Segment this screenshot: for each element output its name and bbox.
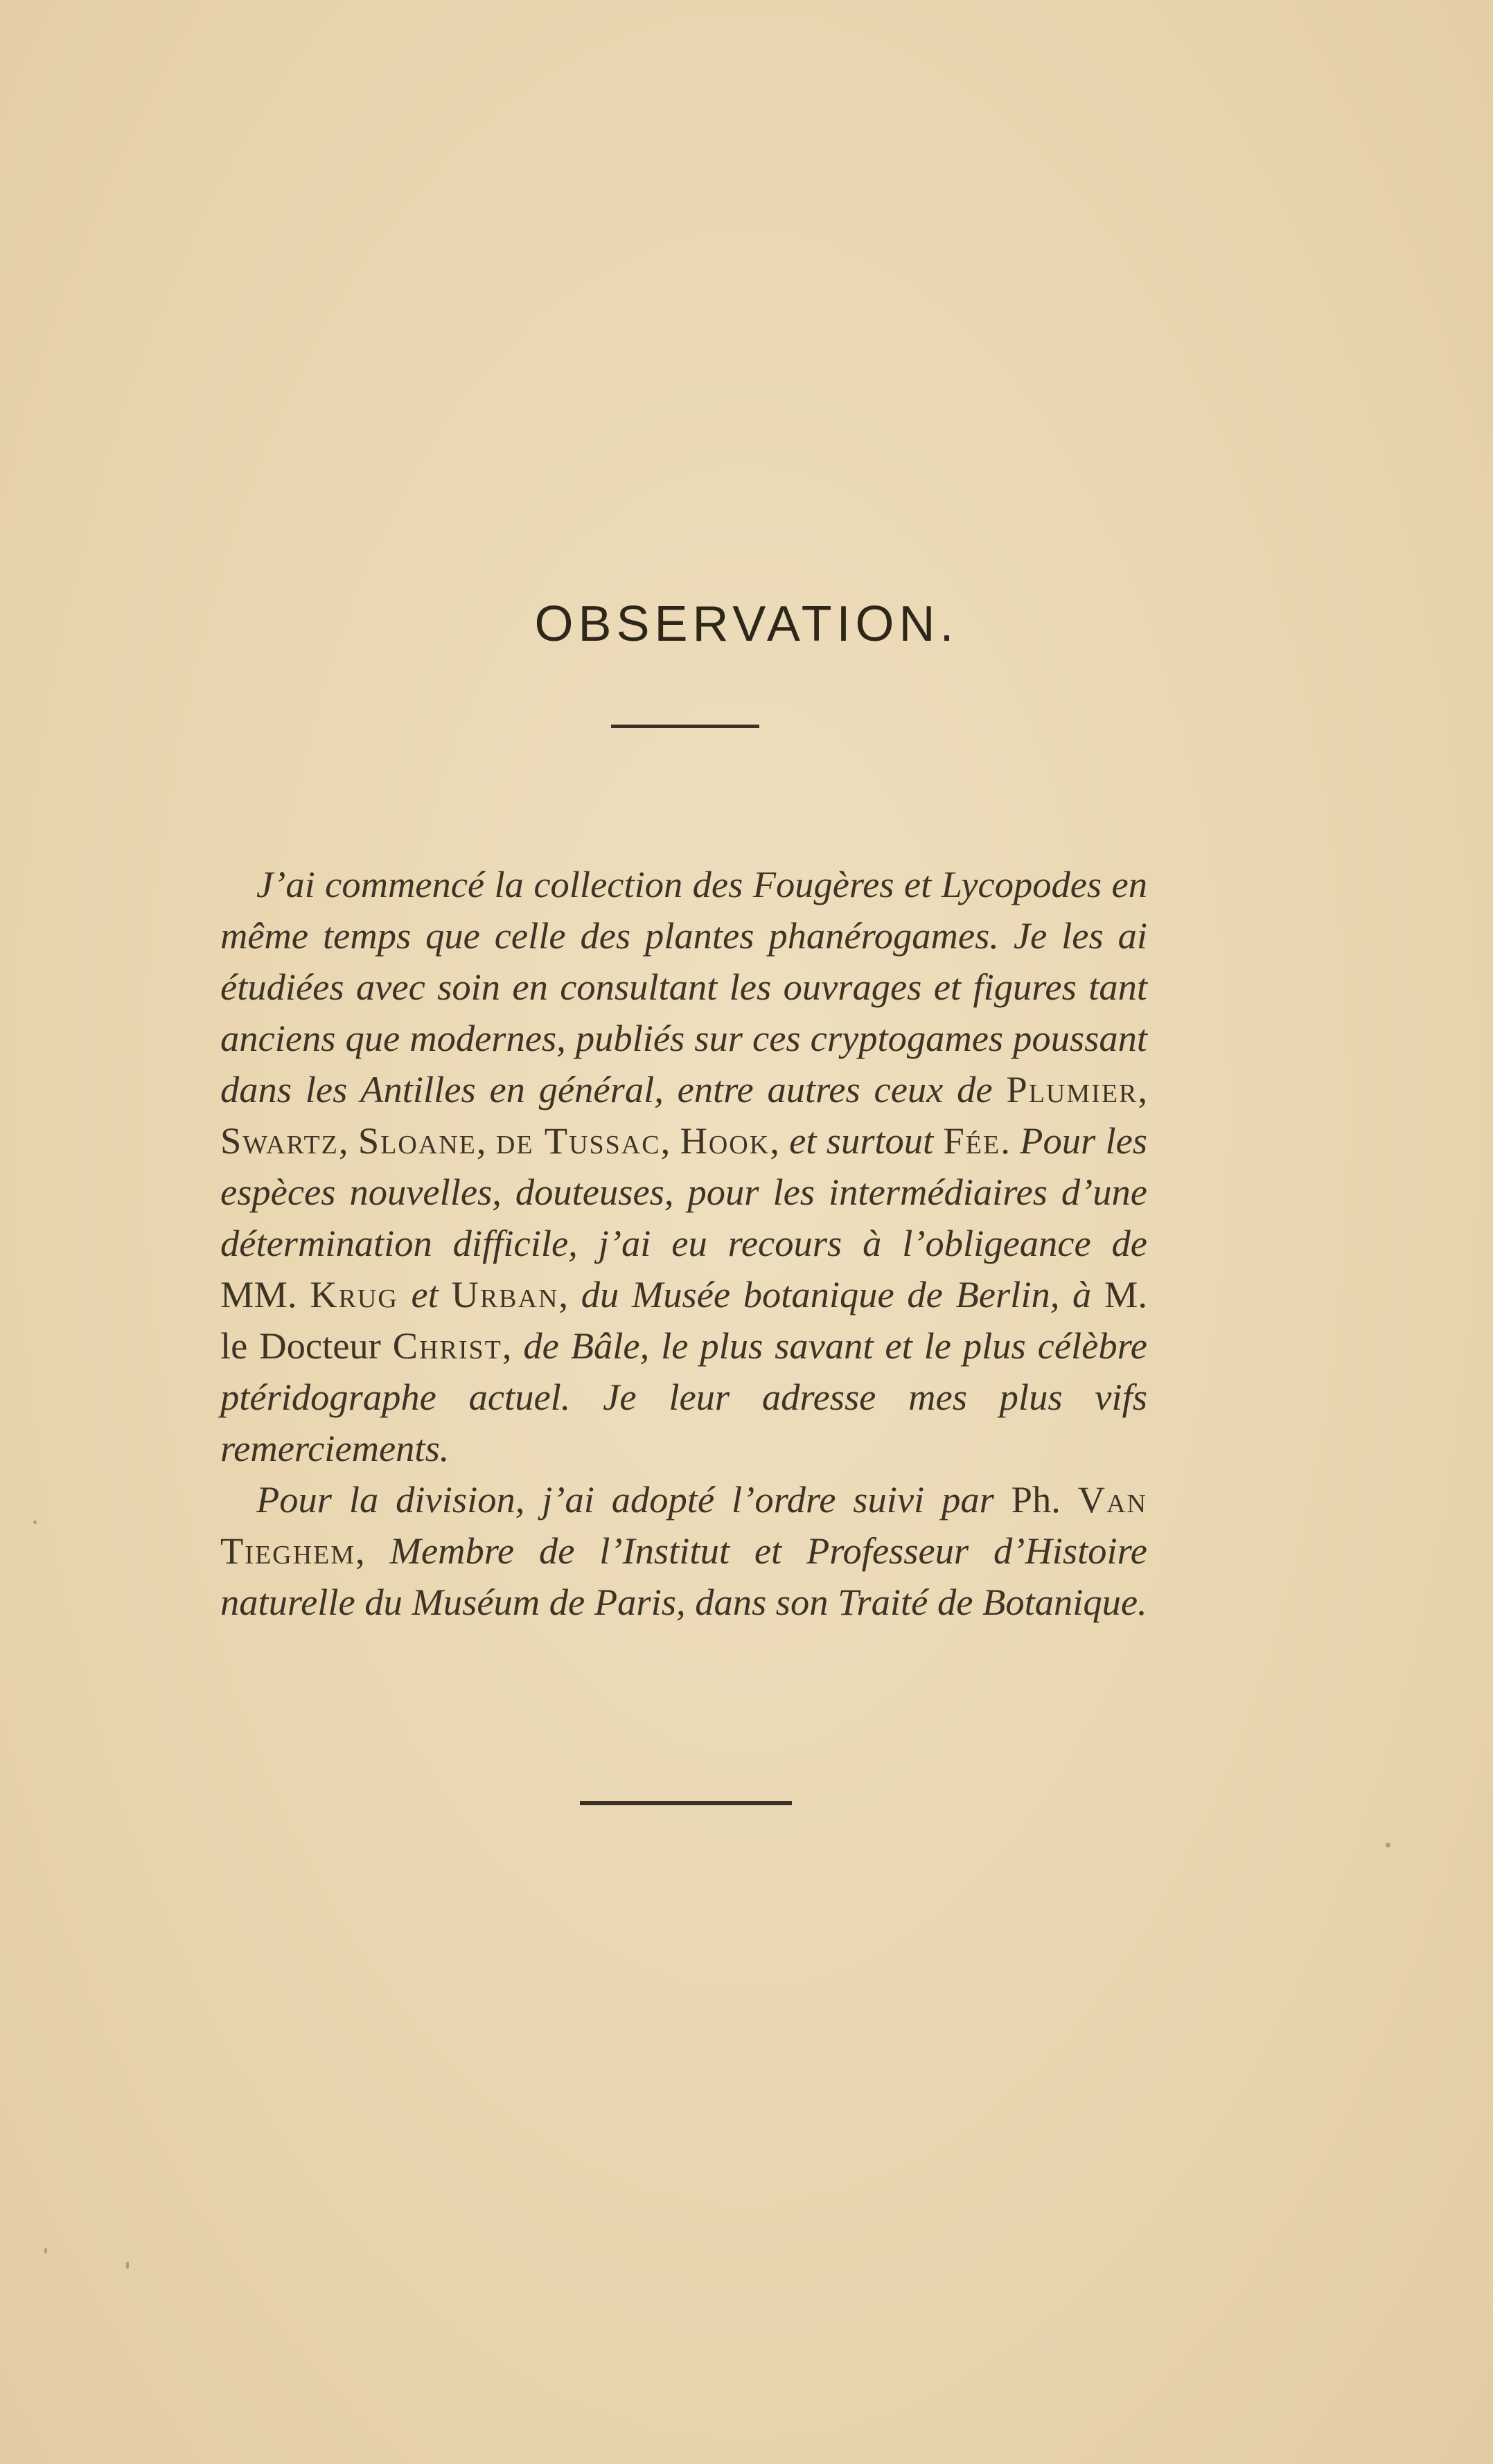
paragraph-collection: [220, 859, 1147, 1474]
author-name: Plumier: [1006, 1068, 1138, 1110]
text-segment: Pour la division, j’ai adopté l’ordre suivi par: [256, 1478, 1011, 1521]
paragraph-division: [220, 1474, 1147, 1628]
text-segment: Membre de l’Institut et Professeur d’Histoire naturelle du Muséum de Paris, dans son Traité de Botanique.: [220, 1530, 1147, 1623]
text-segment: ,: [355, 1530, 390, 1572]
author-name: Christ: [392, 1324, 502, 1367]
text-segment: ,: [660, 1119, 680, 1162]
text-segment: et: [398, 1273, 452, 1315]
text-segment: ,: [770, 1119, 790, 1162]
text-segment: ,: [476, 1119, 496, 1162]
closing-divider-rule: [580, 1801, 792, 1805]
text-segment: J’ai commencé la collection des Fougères et Lycopodes en même temps que celle des plantes phanérogames. Je les ai étudiées avec soin en consultant les ouvrages et figures tant anciens que modernes, publiés sur ces cryptogames poussant dans les Antilles en général, entre autres ceux de: [220, 863, 1147, 1110]
text-segment: ,: [338, 1119, 358, 1162]
text-segment: du Musée botanique de Berlin, à: [581, 1273, 1104, 1315]
author-name: de Tussac: [495, 1119, 661, 1162]
author-name: Krug: [310, 1273, 398, 1315]
text-segment: de Bâle, le plus savant et le plus célèbre ptéridographe actuel. Je leur adresse mes plus vifs remerciements.: [220, 1324, 1147, 1469]
text-segment: ,: [502, 1324, 524, 1367]
author-name: Fée: [943, 1119, 1001, 1162]
text-segment: et surtout: [789, 1119, 944, 1162]
paper-speck: [126, 2262, 129, 2269]
paper-speck: [1386, 1843, 1390, 1847]
author-name: Sloane: [357, 1119, 477, 1162]
text-segment: Pour les espèces nouvelles, douteuses, pour les intermédiaires d’une détermination difficile, j’ai eu recours à l’obligeance de: [220, 1119, 1147, 1264]
author-name: Van Tieghem: [220, 1478, 1147, 1572]
title-divider-rule: [611, 725, 759, 728]
paper-speck: [44, 2248, 47, 2253]
author-name: Swartz: [220, 1119, 339, 1162]
text-segment: M. le Docteur: [220, 1273, 1148, 1367]
text-segment: MM.: [220, 1273, 310, 1315]
text-segment: ,: [558, 1273, 581, 1315]
author-name: Urban: [451, 1273, 559, 1315]
text-segment: .: [1000, 1119, 1021, 1162]
author-name: Hook: [680, 1119, 770, 1162]
paper-speck: [33, 1521, 37, 1524]
page-title: OBSERVATION.: [534, 596, 959, 652]
text-segment: ,: [1138, 1068, 1147, 1110]
text-segment: Ph.: [1011, 1478, 1078, 1521]
observation-text: [220, 859, 1147, 1628]
